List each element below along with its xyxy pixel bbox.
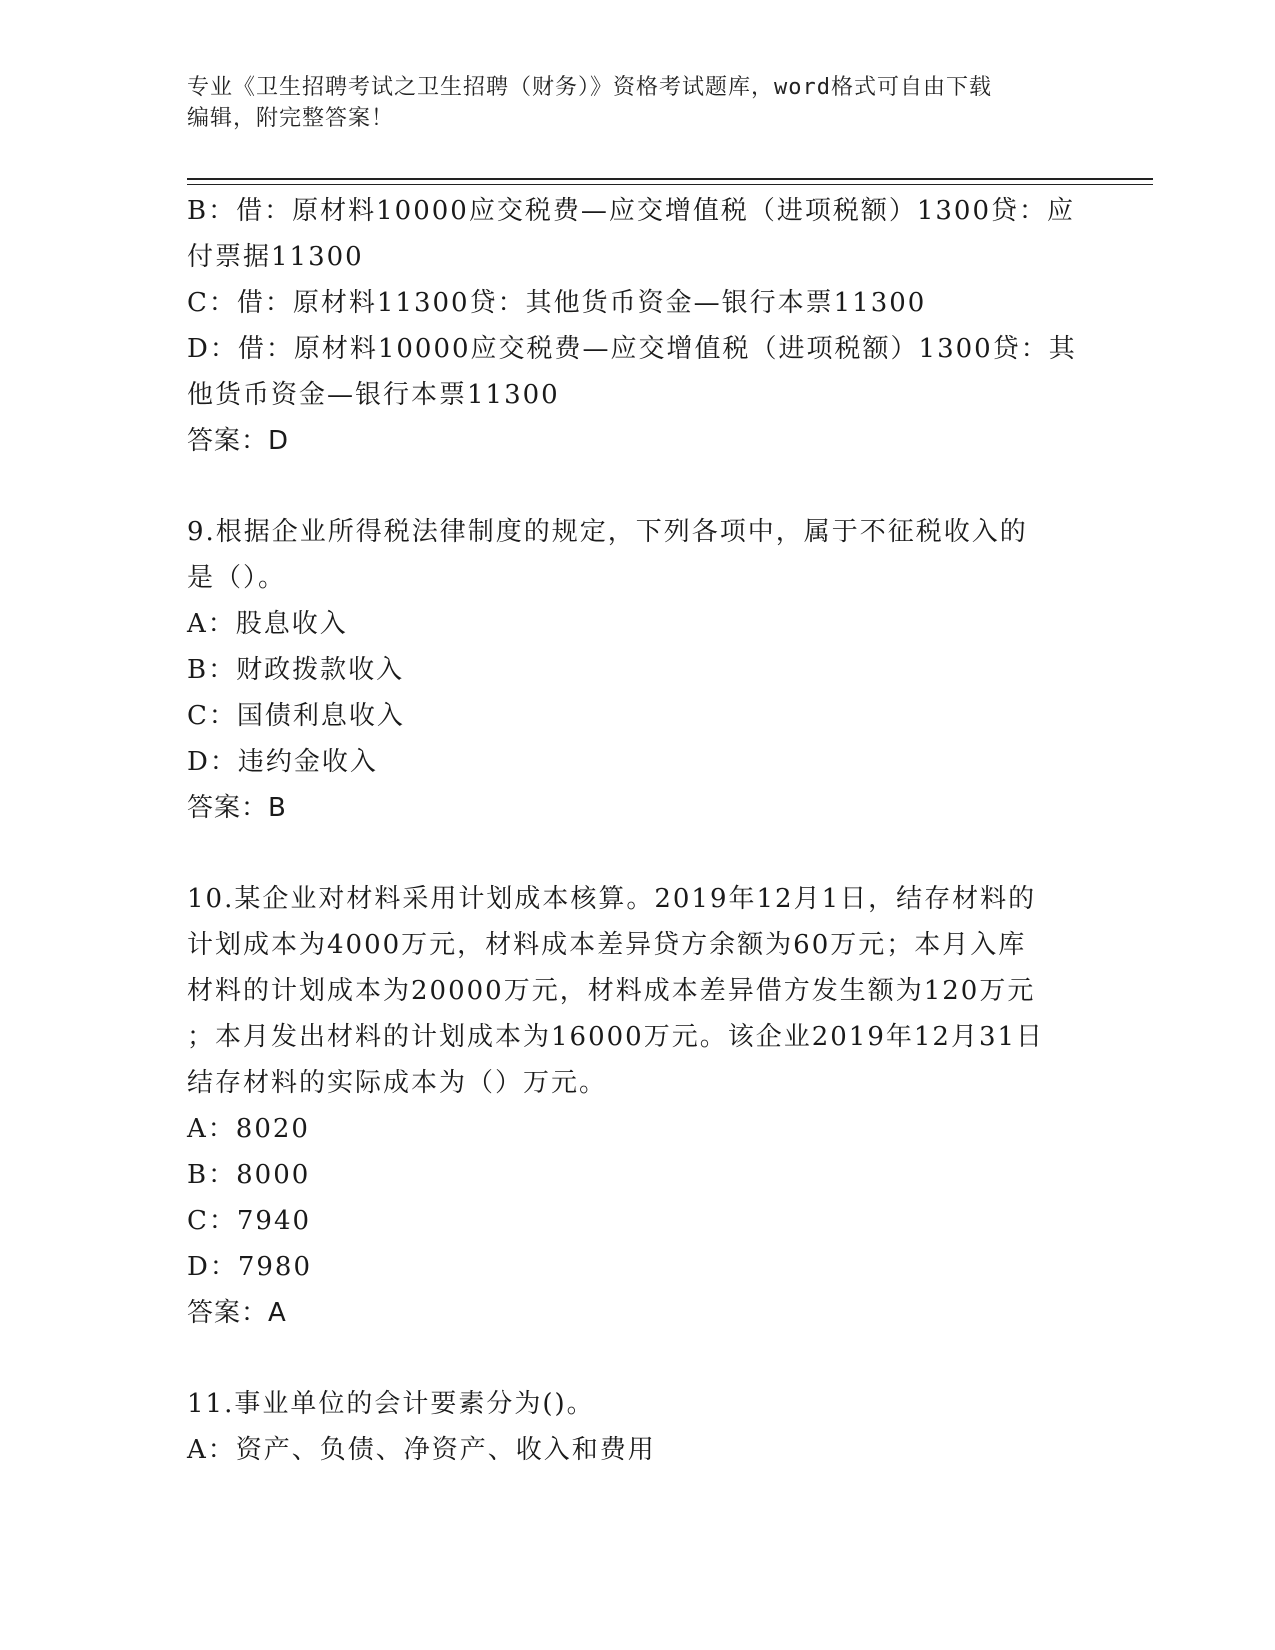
q10-option-a: A：8020: [187, 1114, 310, 1144]
q10-stem-line-1: 10.某企业对材料采用计划成本核算。2019年12月1日，结存材料的: [187, 884, 1037, 914]
q8-answer: 答案：D: [187, 426, 290, 456]
q8-option-c: C：借：原材料11300贷：其他货币资金—银行本票11300: [187, 288, 927, 318]
q10-stem-line-2: 计划成本为4000万元，材料成本差异贷方余额为60万元；本月入库: [187, 930, 1027, 960]
q8-option-b-line-1: B：借：原材料10000应交税费—应交增值税（进项税额）1300贷：应: [187, 196, 1075, 226]
q9-stem-line-2: 是（）。: [187, 563, 287, 593]
header-line-1: 专业《卫生招聘考试之卫生招聘（财务）》资格考试题库，word格式可自由下载: [187, 75, 992, 100]
question-11: [187, 1381, 1087, 1473]
question-10: [187, 876, 1087, 1336]
spacer: [187, 464, 1087, 509]
q8-option-d-line-2: 他货币资金—银行本票11300: [187, 380, 560, 410]
q9-option-c: C：国债利息收入: [187, 701, 405, 731]
header-rule-thick: [187, 178, 1153, 180]
question-8-tail: [187, 188, 1087, 464]
q10-stem-line-5: 结存材料的实际成本为（）万元。: [187, 1068, 608, 1098]
q8-option-d-line-1: D：借：原材料10000应交税费—应交增值税（进项税额）1300贷：其: [187, 334, 1077, 364]
q11-option-a: A：资产、负债、净资产、收入和费用: [187, 1435, 656, 1465]
q11-stem-line-1: 11.事业单位的会计要素分为()。: [187, 1389, 595, 1419]
header-rule-thin: [187, 184, 1153, 185]
q9-option-a: A：股息收入: [187, 609, 348, 639]
q9-answer: 答案：B: [187, 793, 287, 823]
q9-option-b: B：财政拨款收入: [187, 655, 405, 685]
question-content: [187, 188, 1087, 1473]
q8-option-b-line-2: 付票据11300: [187, 242, 364, 272]
q10-stem-line-4: ；本月发出材料的计划成本为16000万元。该企业2019年12月31日: [187, 1022, 1045, 1052]
q10-option-d: D：7980: [187, 1252, 313, 1282]
header-line-2: 编辑，附完整答案！: [187, 106, 395, 131]
spacer: [187, 1336, 1087, 1381]
q9-option-d: D：违约金收入: [187, 747, 378, 777]
q9-stem-line-1: 9.根据企业所得税法律制度的规定，下列各项中，属于不征税收入的: [187, 517, 1028, 547]
q10-answer: 答案：A: [187, 1298, 287, 1328]
q10-stem-line-3: 材料的计划成本为20000万元，材料成本差异借方发生额为120万元: [187, 976, 1036, 1006]
q10-option-b: B：8000: [187, 1160, 311, 1190]
question-9: [187, 509, 1087, 831]
document-header: [187, 72, 1087, 134]
spacer: [187, 831, 1087, 876]
q10-option-c: C：7940: [187, 1206, 312, 1236]
